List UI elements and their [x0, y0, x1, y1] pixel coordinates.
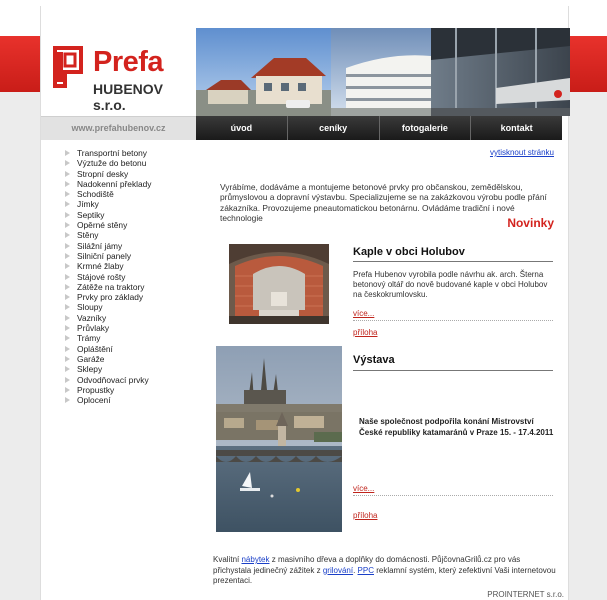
- news-attachment-link[interactable]: příloha: [353, 328, 378, 337]
- news-more-link[interactable]: více...: [353, 484, 375, 493]
- footer-text-part: reklamní systém, který zefektivní Vaši internetovou prezentaci.: [213, 565, 556, 585]
- news-photo-chapel[interactable]: [229, 244, 329, 324]
- logo-subtitle: HUBENOV s.r.o.: [93, 81, 164, 113]
- prague-image: [216, 346, 342, 532]
- footer-text-part: z masivního dřeva a doplňky do domácnosti. PůjčovnaGrilů.cz pro vás přichystala jedinečný zážitek z: [213, 555, 521, 575]
- news-text-kaple: Prefa Hubenov vyrobila podle návrhu ak. arch. Šterna betonový oltář do nově budované kaple v obci Holubov na českokrumlovsku.: [353, 270, 548, 299]
- sidebar-item[interactable]: Trámy: [65, 333, 195, 343]
- logo[interactable]: [41, 28, 196, 116]
- site-url: www.prefahubenov.cz: [71, 123, 166, 133]
- nav-item-uvod[interactable]: úvod: [196, 116, 288, 140]
- product-sidebar: [65, 148, 195, 405]
- nav-item-fotogalerie[interactable]: fotogalerie: [380, 116, 472, 140]
- footer-text-part: Kvalitní: [213, 555, 242, 564]
- main-nav: [196, 116, 562, 140]
- nav-item-kontakt[interactable]: kontakt: [500, 123, 533, 133]
- sidebar-item[interactable]: Garáže: [65, 354, 195, 364]
- sidebar-item[interactable]: Stropní desky: [65, 169, 195, 179]
- news-more-link[interactable]: více...: [353, 309, 375, 318]
- sidebar-item[interactable]: Sloupy: [65, 302, 195, 312]
- sidebar-item[interactable]: Odvodňovací prvky: [65, 375, 195, 385]
- sidebar-item[interactable]: Schodiště: [65, 189, 195, 199]
- left-background: [0, 92, 40, 600]
- nav-item-ceniky[interactable]: ceníky: [288, 116, 380, 140]
- sidebar-item[interactable]: Propustky: [65, 385, 195, 395]
- footer-credit[interactable]: PROINTERNET s.r.o.: [487, 590, 564, 599]
- page-container: [40, 6, 569, 600]
- news-attachment-link[interactable]: příloha: [353, 511, 378, 520]
- chapel-image: [229, 244, 329, 324]
- header-photo-image: [196, 28, 570, 116]
- print-page-link[interactable]: vytisknout stránku: [489, 148, 554, 157]
- sidebar-item[interactable]: Zátěže na traktory: [65, 282, 195, 292]
- footer-text: [213, 555, 558, 587]
- footer-text-part: .: [353, 565, 358, 575]
- site-url-strip: [41, 116, 196, 140]
- intro-text: Vyrábíme, dodáváme a montujeme betonové prvky pro občanskou, zemědělskou, průmyslovou a dopravní výstavbu. Specializujeme se na zakázkovou výrobu podle přání zákazníka. Provozujeme pneautomatickou betonárnu. Ovládáme tradiční i nové technologie: [220, 182, 547, 224]
- right-background: [569, 92, 607, 600]
- logo-wordmark: Prefa: [93, 46, 164, 78]
- news-text-vystava: Naše společnost podpořila konání Mistrovství České republiky katamaránů v Praze 15. - 17.4.2011: [359, 417, 554, 437]
- sidebar-item[interactable]: Transportní betony: [65, 148, 195, 158]
- news-title-kaple[interactable]: Kaple v obci Holubov: [353, 246, 465, 258]
- logo-mark-icon: [53, 46, 85, 88]
- news-divider: [353, 370, 553, 371]
- sidebar-item[interactable]: Prvky pro základy: [65, 292, 195, 302]
- news-dotted-divider: [353, 495, 553, 496]
- sidebar-item[interactable]: Nadokenní překlady: [65, 179, 195, 189]
- footer-link-nabytek[interactable]: nábytek: [241, 555, 270, 564]
- news-divider: [353, 261, 553, 262]
- header-photo: [196, 28, 570, 116]
- news-heading: Novinky: [507, 216, 554, 230]
- sidebar-item[interactable]: Krmné žlaby: [65, 261, 195, 271]
- news-title-vystava[interactable]: Výstava: [353, 354, 395, 366]
- sidebar-item[interactable]: Výztuže do betonu: [65, 158, 195, 168]
- sidebar-item[interactable]: Vazníky: [65, 313, 195, 323]
- sidebar-item[interactable]: Silážní jámy: [65, 241, 195, 251]
- sidebar-item[interactable]: Průvlaky: [65, 323, 195, 333]
- sidebar-item[interactable]: Stájové rošty: [65, 272, 195, 282]
- sidebar-item[interactable]: Opěrné stěny: [65, 220, 195, 230]
- sidebar-item[interactable]: Silniční panely: [65, 251, 195, 261]
- footer-link-ppc[interactable]: PPC: [357, 565, 374, 575]
- sidebar-item[interactable]: Oplocení: [65, 395, 195, 405]
- sidebar-item[interactable]: Jímky: [65, 199, 195, 209]
- news-dotted-divider: [353, 320, 553, 321]
- sidebar-item[interactable]: Septiky: [65, 210, 195, 220]
- sidebar-item[interactable]: Sklepy: [65, 364, 195, 374]
- footer-link-grilovani[interactable]: grilování: [322, 565, 354, 575]
- news-photo-prague[interactable]: [216, 346, 342, 532]
- sidebar-item[interactable]: Opláštění: [65, 344, 195, 354]
- sidebar-item[interactable]: Stěny: [65, 230, 195, 240]
